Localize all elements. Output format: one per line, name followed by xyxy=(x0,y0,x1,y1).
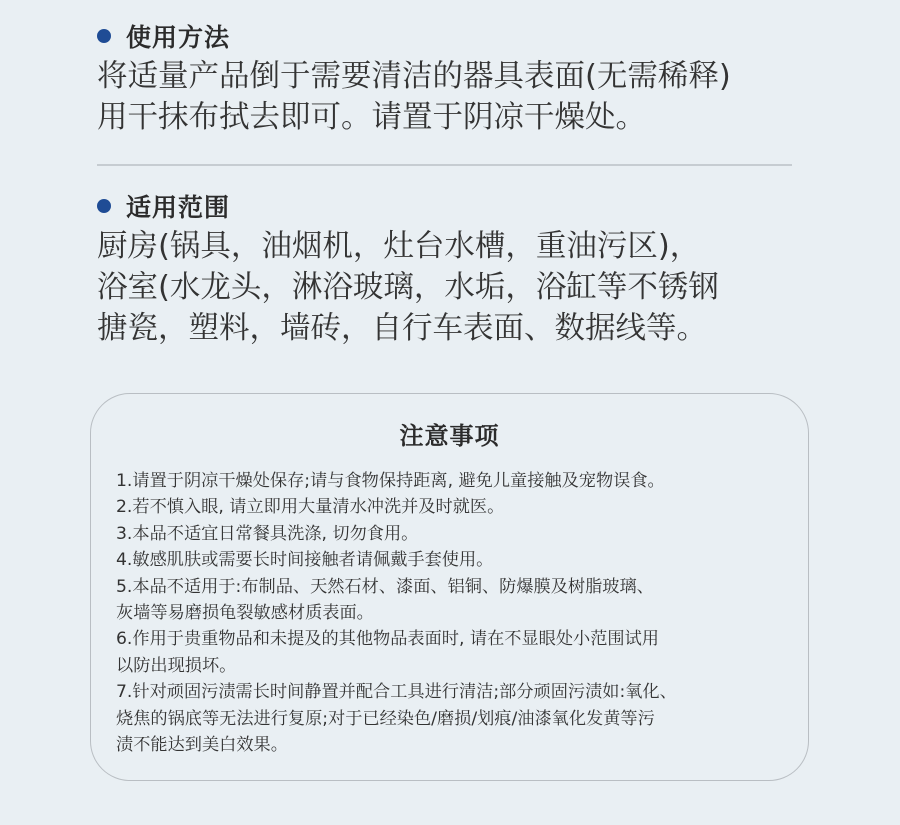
notice-line: 灰墙等易磨损龟裂敏感材质表面。 xyxy=(116,603,374,624)
scope-section xyxy=(97,190,797,349)
notice-line: 渍不能达到美白效果。 xyxy=(116,735,288,756)
scope-line: 搪瓷，塑料，墙砖，自行车表面、数据线等。 xyxy=(97,311,707,346)
notice-line: 5.本品不适用于:布制品、天然石材、漆面、铝铜、防爆膜及树脂玻璃、 xyxy=(116,576,654,597)
notice-box xyxy=(90,393,809,781)
notice-line: 3.本品不适宜日常餐具洗涤, 切勿食用。 xyxy=(116,523,419,544)
notice-list xyxy=(116,468,806,758)
scope-header xyxy=(97,190,797,222)
notice-line: 1.请置于阴凉干燥处保存;请与食物保持距离, 避免儿童接触及宠物误食。 xyxy=(116,471,665,491)
notice-line: 以防出现损坏。 xyxy=(116,655,237,676)
section-divider xyxy=(97,164,792,166)
usage-header xyxy=(97,20,797,52)
notice-title: 注意事项 xyxy=(399,422,500,450)
notice-line: 6.作用于贵重物品和未提及的其他物品表面时, 请在不显眼处小范围试用 xyxy=(116,629,659,650)
scope-body xyxy=(97,226,797,349)
notice-line: 7.针对顽固污渍需长时间静置并配合工具进行清洁;部分顽固污渍如:氧化、 xyxy=(116,682,677,703)
scope-line: 厨房(锅具，油烟机，灶台水槽，重油污区)， xyxy=(97,229,701,264)
usage-title: 使用方法 xyxy=(126,23,231,52)
notice-line: 2.若不慎入眼, 请立即用大量清水冲洗并及时就医。 xyxy=(116,497,505,518)
scope-line: 浴室(水龙头，淋浴玻璃，水垢，浴缸等不锈钢 xyxy=(97,270,719,305)
usage-line: 用干抹布拭去即可。请置于阴凉干燥处。 xyxy=(97,100,646,135)
notice-line: 4.敏感肌肤或需要长时间接触者请佩戴手套使用。 xyxy=(116,550,494,571)
usage-section xyxy=(97,20,797,138)
notice-line: 烧焦的锅底等无法进行复原;对于已经染色/磨损/划痕/油漆氧化发黄等污 xyxy=(116,708,655,729)
usage-line: 将适量产品倒于需要清洁的器具表面(无需稀释) xyxy=(97,59,731,94)
usage-body xyxy=(97,56,797,138)
bullet-dot-icon xyxy=(97,199,111,213)
bullet-dot-icon xyxy=(97,29,111,43)
scope-title: 适用范围 xyxy=(126,193,231,222)
